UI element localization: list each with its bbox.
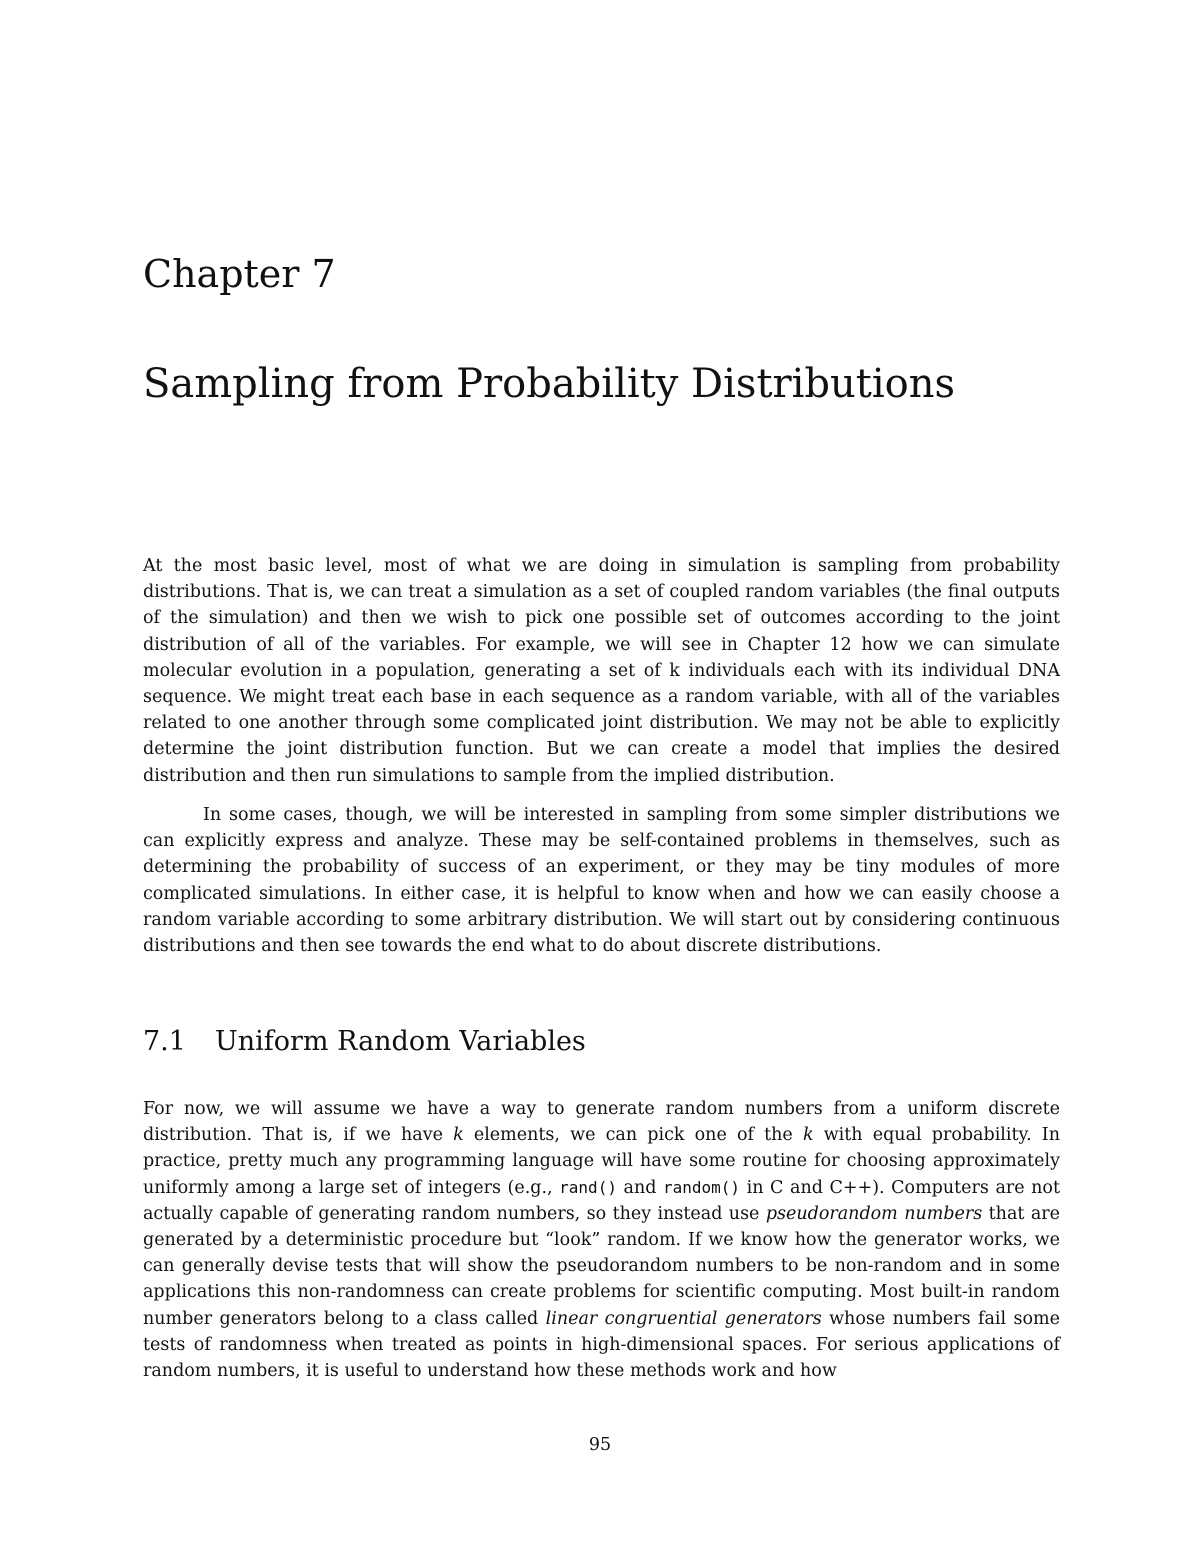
section-heading — [143, 1024, 586, 1060]
page-number: 95 — [588, 1435, 612, 1455]
code-rand: rand() — [559, 1177, 617, 1197]
intro-paragraph-1 — [143, 553, 1060, 789]
emphasis-lcg: linear congruential generators — [545, 1308, 822, 1329]
emphasis-pseudorandom: pseudorandom numbers — [765, 1203, 983, 1224]
text-run: in C and C++). Computers are not actually capable of generating random numbers, so they instead use — [143, 1177, 1061, 1224]
intro-paragraph-1-text: At the most basic level, most of what we are doing in simulation is sampling from probability distributions. That is, we can treat a simulation as a set of coupled random variables (the final outputs of the simulation) and then we wish to pick one possible set of outcomes according to the joint distribution of all of the variables. For example, we will see in Chapter 12 how we can simulate molecular evolution in a population, generating a set of k individuals each with its individual DNA sequence. We might treat each base in each sequence as a random variable, with all of the variables related to one another through some complicated joint distribution. We may not be able to explicitly determine the joint distribution function. But we can create a model that implies the desired distribution and then run simulations to sample from the implied distribution. — [143, 556, 1060, 786]
section-paragraph-1 — [143, 1096, 1060, 1384]
text-run: and — [616, 1177, 663, 1198]
text-run: elements, we can pick one of the — [463, 1125, 803, 1146]
section-title: Uniform Random Variables — [215, 1026, 586, 1057]
section-number: 7.1 — [143, 1026, 186, 1057]
intro-paragraph-2 — [143, 802, 1060, 959]
text-run: with equal probability. In practice, pretty much any programming language will have some routine for choosing approximately uniformly among a large set of integers (e.g., — [143, 1125, 1060, 1198]
math-variable-k: k — [802, 1125, 814, 1146]
intro-paragraph-2-text: In some cases, though, we will be interested in sampling from some simpler distributions we can explicitly express and analyze. These may be self-contained problems in themselves, such as determining the probability of success of an experiment, or they may be tiny modules of more complicated simulations. In either case, it is helpful to know when and how we can easily choose a random variable according to some arbitrary distribution. We will start out by considering continuous distributions and then see towards the end what to do about discrete distributions. — [143, 805, 1060, 957]
code-random: random() — [663, 1177, 741, 1197]
text-run: that are generated by a deterministic procedure but “look” random. If we know how the generator works, we can generally devise tests that will show the pseudorandom numbers to be non-random and in some applications this non-randomness can create problems for scientific computing. Most built-in random number generators belong to a class called — [143, 1203, 1060, 1329]
chapter-title: Sampling from Probability Distributions — [143, 361, 956, 407]
chapter-label: Chapter 7 — [143, 252, 336, 296]
math-variable-k: k — [453, 1125, 464, 1146]
text-run: whose numbers fail some tests of randomness when treated as points in high-dimensional spaces. For serious applications of random numbers, it is useful to understand how these methods work and how — [143, 1308, 1060, 1382]
text-run: For now, we will assume we have a way to generate random numbers from a uniform discrete distribution. That is, if we have — [143, 1099, 1060, 1146]
